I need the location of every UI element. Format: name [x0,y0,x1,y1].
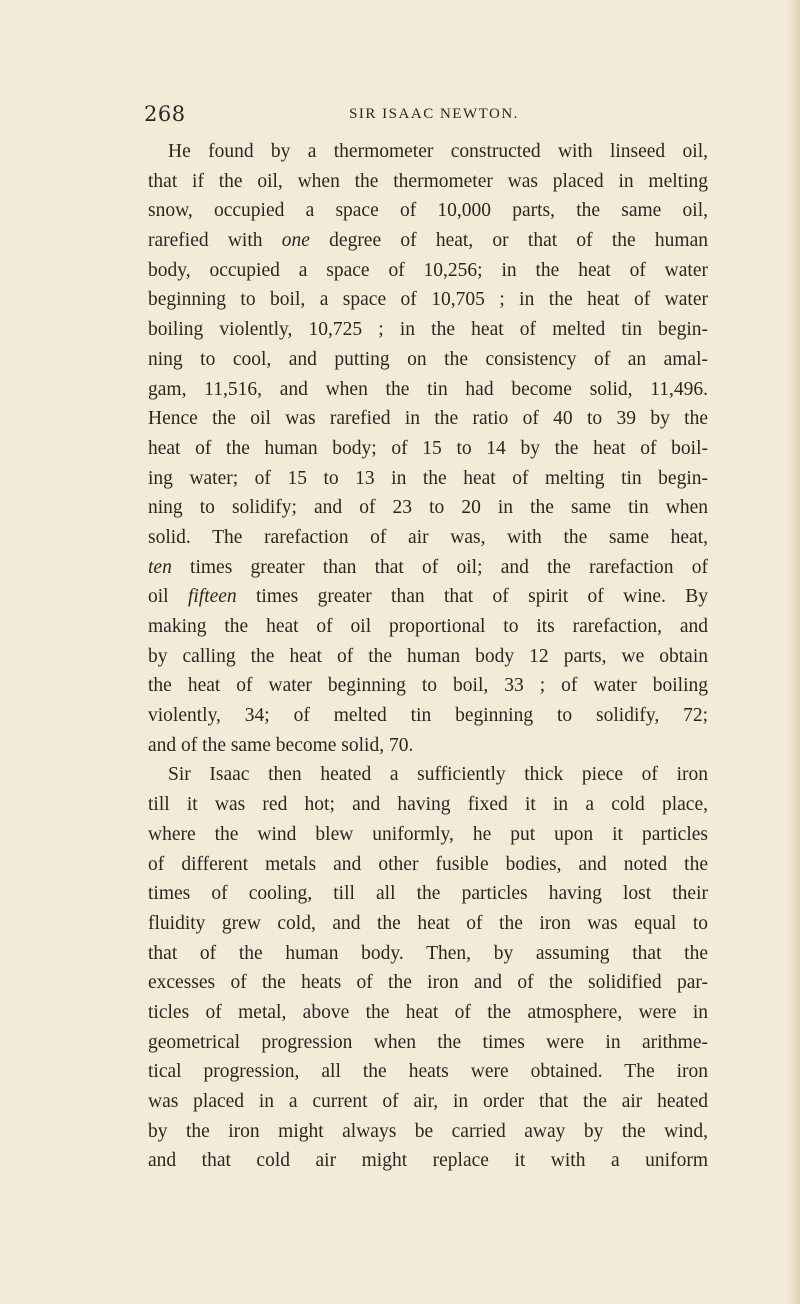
page-header [144,102,704,132]
page-edge-shadow [786,0,800,1304]
text-line: geometrical progression when the times were in arithme- [148,1031,708,1053]
text-line: fluidity grew cold, and the heat of the iron was equal to [148,912,708,934]
emphasis: ten [148,556,172,578]
text-line: ning to solidify; and of 23 to 20 in the same tin when [148,497,708,519]
running-head: SIR ISAAC NEWTON. [349,106,519,122]
text-line: ing water; of 15 to 13 in the heat of melting tin begin- [148,467,708,489]
text-line: oil fifteen times greater than that of spirit of wine. By [148,586,708,608]
emphasis: one [281,230,310,252]
text-line: by the iron might always be carried away by the wind, [148,1120,708,1142]
text-line: boiling violently, 10,725 ; in the heat of melted tin begin- [148,319,708,341]
text-line: excesses of the heats of the iron and of the solidified par- [148,972,708,994]
text-line: where the wind blew uniformly, he put upon it particles [148,823,708,845]
text-line: of different metals and other fusible bodies, and noted the [148,853,708,875]
text-line: that if the oil, when the thermometer was placed in melting [148,170,708,192]
text-line: making the heat of oil proportional to its rarefaction, and [148,616,708,637]
page-number: 268 [144,102,186,126]
text-line: tical progression, all the heats were obtained. The iron [148,1061,708,1083]
text-line: and that cold air might replace it with a uniform [148,1150,708,1172]
text-line: snow, occupied a space of 10,000 parts, the same oil, [148,200,708,222]
emphasis: fifteen [187,586,237,608]
text-line: violently, 34; of melted tin beginning to solidify, 72; [148,705,708,727]
text-line: the heat of water beginning to boil, 33 ; of water boiling [148,675,708,697]
text-line: He found by a thermometer constructed with linseed oil, [168,141,708,162]
text-line: heat of the human body; of 15 to 14 by the heat of boil- [148,437,708,459]
body-text [148,137,708,1176]
text-line: gam, 11,516, and when the tin had become solid, 11,496. [148,378,708,400]
text-line: was placed in a current of air, in order that the air heated [148,1091,708,1112]
text-line: Sir Isaac then heated a sufficiently thick piece of iron [168,764,708,786]
text-line: ten times greater than that of oil; and the rarefaction of [148,556,708,578]
text-line: solid. The rarefaction of air was, with the same heat, [148,526,708,548]
text-line: ticles of metal, above the heat of the atmosphere, were in [148,1001,708,1023]
text-line: beginning to boil, a space of 10,705 ; in the heat of water [148,289,708,311]
text-line: times of cooling, till all the particles having lost their [148,883,708,905]
text-line: that of the human body. Then, by assuming that the [148,942,708,964]
text-line: rarefied with one degree of heat, or that of the human [148,230,708,252]
text-line: by calling the heat of the human body 12 parts, we obtain [148,645,708,667]
text-line: till it was red hot; and having fixed it in a cold place, [148,794,708,816]
text-line: ning to cool, and putting on the consistency of an amal- [148,348,708,370]
text-line: body, occupied a space of 10,256; in the heat of water [148,259,708,281]
text-line: Hence the oil was rarefied in the ratio of 40 to 39 by the [148,408,708,430]
text-line: and of the same become solid, 70. [148,734,414,756]
